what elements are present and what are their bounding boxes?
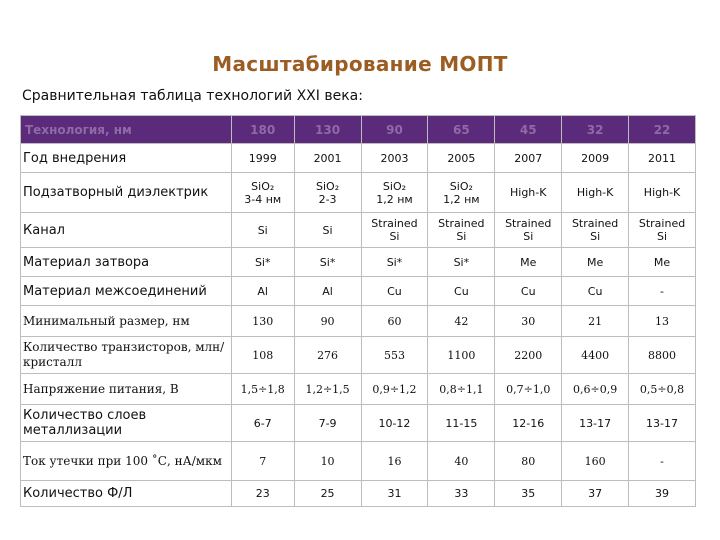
table-cell: -: [629, 277, 696, 306]
table-cell: 0,8÷1,1: [428, 374, 495, 405]
table-cell: 10: [294, 442, 361, 481]
table-row: [21, 374, 696, 405]
table-cell: SiO₂ 3-4 нм: [231, 173, 294, 213]
row-label: Материал затвора: [21, 248, 232, 277]
row-label: Канал: [21, 213, 232, 248]
table-cell: 7-9: [294, 405, 361, 442]
table-cell: 35: [495, 481, 562, 507]
header-node: 65: [428, 116, 495, 144]
table-cell: 90: [294, 306, 361, 337]
table-cell: 0,9÷1,2: [361, 374, 428, 405]
table-cell: 8800: [629, 337, 696, 374]
table-cell: Strained Si: [562, 213, 629, 248]
table-row: [21, 442, 696, 481]
table-cell: SiO₂ 1,2 нм: [361, 173, 428, 213]
table-cell: 2009: [562, 144, 629, 173]
table-cell: 1,2÷1,5: [294, 374, 361, 405]
table-row: [21, 306, 696, 337]
table-cell: 12-16: [495, 405, 562, 442]
header-node: 130: [294, 116, 361, 144]
table-cell: Strained Si: [361, 213, 428, 248]
row-label: Количество Ф/Л: [21, 481, 232, 507]
table-cell: 7: [231, 442, 294, 481]
table-row: [21, 277, 696, 306]
header-node: 45: [495, 116, 562, 144]
table-cell: Cu: [361, 277, 428, 306]
table-cell: 130: [231, 306, 294, 337]
table-cell: High-K: [495, 173, 562, 213]
slide-title: Масштабирование МОПТ: [212, 52, 508, 76]
table-row: [21, 248, 696, 277]
table-cell: 39: [629, 481, 696, 507]
header-node: 32: [562, 116, 629, 144]
row-label: Количество транзисторов, млн/кристалл: [21, 337, 232, 374]
table-cell: SiO₂ 1,2 нм: [428, 173, 495, 213]
table-cell: Me: [629, 248, 696, 277]
table-cell: Si*: [231, 248, 294, 277]
table-cell: 42: [428, 306, 495, 337]
table-cell: 1999: [231, 144, 294, 173]
table-cell: 160: [562, 442, 629, 481]
table-caption: Сравнительная таблица технологий XXI века:: [22, 88, 363, 104]
table-cell: Cu: [495, 277, 562, 306]
table-cell: Al: [294, 277, 361, 306]
header-node: 22: [629, 116, 696, 144]
table-cell: Cu: [428, 277, 495, 306]
table-cell: 4400: [562, 337, 629, 374]
table-row: [21, 173, 696, 213]
table-cell: 2007: [495, 144, 562, 173]
table-cell: 25: [294, 481, 361, 507]
table-cell: Strained Si: [629, 213, 696, 248]
header-node: 90: [361, 116, 428, 144]
table-cell: SiO₂ 2-3: [294, 173, 361, 213]
table-cell: Strained Si: [495, 213, 562, 248]
table-cell: 23: [231, 481, 294, 507]
table-cell: 2200: [495, 337, 562, 374]
table-cell: 40: [428, 442, 495, 481]
table-cell: Si*: [294, 248, 361, 277]
table-cell: 2011: [629, 144, 696, 173]
table-cell: 0,6÷0,9: [562, 374, 629, 405]
table-cell: 1100: [428, 337, 495, 374]
table-cell: Me: [562, 248, 629, 277]
technology-comparison-table: [20, 115, 696, 507]
table-cell: Cu: [562, 277, 629, 306]
row-label: Материал межсоединений: [21, 277, 232, 306]
table-cell: 553: [361, 337, 428, 374]
table-cell: 80: [495, 442, 562, 481]
table-cell: Si: [294, 213, 361, 248]
table-cell: 2001: [294, 144, 361, 173]
table-cell: 16: [361, 442, 428, 481]
header-technology-label: Технология, нм: [21, 116, 232, 144]
header-node: 180: [231, 116, 294, 144]
table-row: [21, 405, 696, 442]
table-row: [21, 213, 696, 248]
table-cell: 108: [231, 337, 294, 374]
row-label: Количество слоев металлизации: [21, 405, 232, 442]
table-cell: 13-17: [562, 405, 629, 442]
table-cell: 2003: [361, 144, 428, 173]
table-cell: 13: [629, 306, 696, 337]
table-row: [21, 144, 696, 173]
table-row: [21, 337, 696, 374]
table-cell: Al: [231, 277, 294, 306]
table-cell: 2005: [428, 144, 495, 173]
table-cell: 6-7: [231, 405, 294, 442]
table-header-row: [21, 116, 696, 144]
table-cell: 10-12: [361, 405, 428, 442]
table-cell: Si*: [361, 248, 428, 277]
table-cell: Strained Si: [428, 213, 495, 248]
table-cell: 60: [361, 306, 428, 337]
row-label: Напряжение питания, В: [21, 374, 232, 405]
table-cell: Si: [231, 213, 294, 248]
row-label: Минимальный размер, нм: [21, 306, 232, 337]
table-cell: 0,5÷0,8: [629, 374, 696, 405]
table-cell: 276: [294, 337, 361, 374]
table-cell: 30: [495, 306, 562, 337]
table-cell: 11-15: [428, 405, 495, 442]
table-cell: 21: [562, 306, 629, 337]
table-cell: Si*: [428, 248, 495, 277]
table-row: [21, 481, 696, 507]
table-cell: 13-17: [629, 405, 696, 442]
row-label: Год внедрения: [21, 144, 232, 173]
table-cell: -: [629, 442, 696, 481]
table-cell: High-K: [562, 173, 629, 213]
table-cell: 37: [562, 481, 629, 507]
row-label: Ток утечки при 100 ˚С, нА/мкм: [21, 442, 232, 481]
row-label: Подзатворный диэлектрик: [21, 173, 232, 213]
table-cell: 31: [361, 481, 428, 507]
table-cell: High-K: [629, 173, 696, 213]
table-cell: Me: [495, 248, 562, 277]
table-cell: 33: [428, 481, 495, 507]
table-cell: 0,7÷1,0: [495, 374, 562, 405]
table-cell: 1,5÷1,8: [231, 374, 294, 405]
